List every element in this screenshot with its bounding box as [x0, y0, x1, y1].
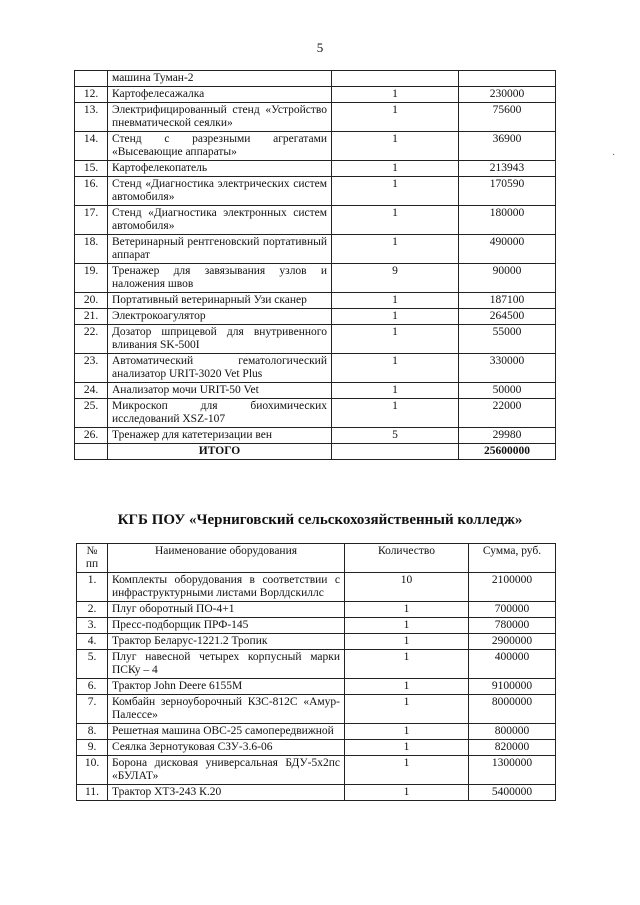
row-sum: 5400000 [469, 785, 556, 801]
table-row [75, 206, 556, 235]
table-row [75, 428, 556, 444]
header-name: Наименование оборудования [108, 544, 345, 573]
header-number: № пп [77, 544, 108, 573]
row-name: Картофелесажалка [108, 87, 332, 103]
row-number: 13. [75, 103, 108, 132]
row-number: 19. [75, 264, 108, 293]
row-quantity: 1 [345, 650, 469, 679]
row-name: Дозатор шприцевой для внутривенного вливания SK-500I [108, 325, 332, 354]
table-row [77, 573, 556, 602]
row-sum: 2100000 [469, 573, 556, 602]
row-quantity: 1 [332, 161, 459, 177]
row-name: Микроскоп для биохимических исследований XSZ-107 [108, 399, 332, 428]
scan-speck: · [612, 150, 616, 161]
equipment-table-continued [74, 70, 556, 460]
row-sum: 490000 [459, 235, 556, 264]
row-quantity: 1 [345, 618, 469, 634]
row-number: 23. [75, 354, 108, 383]
table-row [75, 293, 556, 309]
row-quantity: 1 [332, 354, 459, 383]
row-sum: 187100 [459, 293, 556, 309]
row-name: Стенд «Диагностика электронных систем автомобиля» [108, 206, 332, 235]
row-name: Стенд с разрезными агрегатами «Высевающие аппараты» [108, 132, 332, 161]
row-sum: 330000 [459, 354, 556, 383]
row-number: 6. [77, 679, 108, 695]
row-sum: 820000 [469, 740, 556, 756]
row-name: Плуг навесной четырех корпусный марки ПСКу – 4 [108, 650, 345, 679]
row-sum: 29980 [459, 428, 556, 444]
table-row [75, 399, 556, 428]
row-quantity: 1 [332, 383, 459, 399]
row-sum: 400000 [469, 650, 556, 679]
row-quantity [332, 71, 459, 87]
row-number: 25. [75, 399, 108, 428]
row-name: Решетная машина ОВС-25 самопередвижной [108, 724, 345, 740]
row-sum: 90000 [459, 264, 556, 293]
row-name: Электрифицированный стенд «Устройство пневматической сеялки» [108, 103, 332, 132]
row-sum: 264500 [459, 309, 556, 325]
row-sum: 22000 [459, 399, 556, 428]
row-name: Трактор ХТЗ-243 К.20 [108, 785, 345, 801]
table-row [75, 309, 556, 325]
row-number: 22. [75, 325, 108, 354]
row-number: 9. [77, 740, 108, 756]
table-row [77, 785, 556, 801]
row-quantity: 5 [332, 428, 459, 444]
row-number: 10. [77, 756, 108, 785]
page-number: 5 [316, 40, 324, 55]
header-sum: Сумма, руб. [469, 544, 556, 573]
row-name: Портативный ветеринарный Узи сканер [108, 293, 332, 309]
table-row [75, 264, 556, 293]
table-row [75, 325, 556, 354]
row-quantity: 1 [332, 325, 459, 354]
row-name: Ветеринарный рентгеновский портативный аппарат [108, 235, 332, 264]
row-quantity: 1 [345, 785, 469, 801]
row-quantity: 1 [345, 634, 469, 650]
total-row [75, 444, 556, 460]
row-number: 20. [75, 293, 108, 309]
row-number: 12. [75, 87, 108, 103]
table-row [75, 177, 556, 206]
row-name: Автоматический гематологический анализатор URIT-3020 Vet Plus [108, 354, 332, 383]
row-quantity: 1 [332, 309, 459, 325]
row-name: Комбайн зерноуборочный КЗС-812С «Амур-Палессе» [108, 695, 345, 724]
row-quantity: 1 [332, 132, 459, 161]
row-sum: 2900000 [469, 634, 556, 650]
table-row [77, 602, 556, 618]
row-quantity: 1 [345, 756, 469, 785]
row-name: Комплекты оборудования в соответствии с инфраструктурными листами Ворлдскиллс [108, 573, 345, 602]
row-name: Трактор John Deere 6155M [108, 679, 345, 695]
table-row [75, 235, 556, 264]
row-name: Электрокоагулятор [108, 309, 332, 325]
table-row [77, 724, 556, 740]
row-name: Картофелекопатель [108, 161, 332, 177]
row-quantity: 1 [332, 235, 459, 264]
row-sum: 180000 [459, 206, 556, 235]
row-number: 8. [77, 724, 108, 740]
row-number: 16. [75, 177, 108, 206]
table-row [75, 87, 556, 103]
row-quantity: 10 [345, 573, 469, 602]
row-number: 17. [75, 206, 108, 235]
table-row [75, 383, 556, 399]
row-sum: 75600 [459, 103, 556, 132]
table-row [77, 650, 556, 679]
row-quantity: 1 [345, 695, 469, 724]
row-quantity: 1 [345, 724, 469, 740]
table-row [77, 618, 556, 634]
row-number: 24. [75, 383, 108, 399]
row-number [75, 71, 108, 87]
row-sum: 1300000 [469, 756, 556, 785]
table-row [77, 634, 556, 650]
row-sum: 780000 [469, 618, 556, 634]
row-quantity: 1 [332, 206, 459, 235]
row-sum: 50000 [459, 383, 556, 399]
row-number: 18. [75, 235, 108, 264]
table-row [77, 740, 556, 756]
row-sum: 55000 [459, 325, 556, 354]
row-name: Анализатор мочи URIT-50 Vet [108, 383, 332, 399]
row-sum [459, 71, 556, 87]
row-sum: 700000 [469, 602, 556, 618]
row-quantity: 1 [345, 679, 469, 695]
table-row [75, 71, 556, 87]
row-sum: 9100000 [469, 679, 556, 695]
row-quantity: 1 [332, 399, 459, 428]
row-name: Тренажер для катетеризации вен [108, 428, 332, 444]
row-name: машина Туман-2 [108, 71, 332, 87]
row-name: Пресс-подборщик ПРФ-145 [108, 618, 345, 634]
table-row [77, 695, 556, 724]
row-name: Плуг оборотный ПО-4+1 [108, 602, 345, 618]
row-number: 5. [77, 650, 108, 679]
row-number: 11. [77, 785, 108, 801]
total-label: ИТОГО [108, 444, 332, 460]
row-quantity: 1 [332, 87, 459, 103]
table-row [75, 161, 556, 177]
row-number: 7. [77, 695, 108, 724]
row-name: Стенд «Диагностика электрических систем автомобиля» [108, 177, 332, 206]
table-row [77, 756, 556, 785]
row-number: 3. [77, 618, 108, 634]
row-name: Тренажер для завязывания узлов и наложения швов [108, 264, 332, 293]
row-sum: 213943 [459, 161, 556, 177]
row-number: 1. [77, 573, 108, 602]
table-header-row [77, 544, 556, 573]
row-quantity: 1 [345, 602, 469, 618]
table-row [75, 354, 556, 383]
row-sum: 36900 [459, 132, 556, 161]
row-number: 2. [77, 602, 108, 618]
header-quantity: Количество [345, 544, 469, 573]
row-number: 14. [75, 132, 108, 161]
table-row [75, 103, 556, 132]
row-sum: 170590 [459, 177, 556, 206]
row-name: Трактор Беларус-1221.2 Тропик [108, 634, 345, 650]
row-number: 26. [75, 428, 108, 444]
row-name: Борона дисковая универсальная БДУ-5х2пс «БУЛАТ» [108, 756, 345, 785]
row-number: 15. [75, 161, 108, 177]
row-number: 21. [75, 309, 108, 325]
section-heading: КГБ ПОУ «Черниговский сельскохозяйственный колледж» [117, 512, 523, 528]
row-sum: 800000 [469, 724, 556, 740]
college-equipment-table [76, 543, 556, 801]
row-quantity: 1 [332, 293, 459, 309]
table-row [77, 679, 556, 695]
row-quantity: 1 [332, 177, 459, 206]
row-quantity: 1 [332, 103, 459, 132]
row-name: Сеялка Зернотуковая СЗУ-3.6-06 [108, 740, 345, 756]
row-sum: 8000000 [469, 695, 556, 724]
row-number: 4. [77, 634, 108, 650]
table-row [75, 132, 556, 161]
row-quantity: 1 [345, 740, 469, 756]
total-value: 25600000 [459, 444, 556, 460]
row-quantity: 9 [332, 264, 459, 293]
row-sum: 230000 [459, 87, 556, 103]
